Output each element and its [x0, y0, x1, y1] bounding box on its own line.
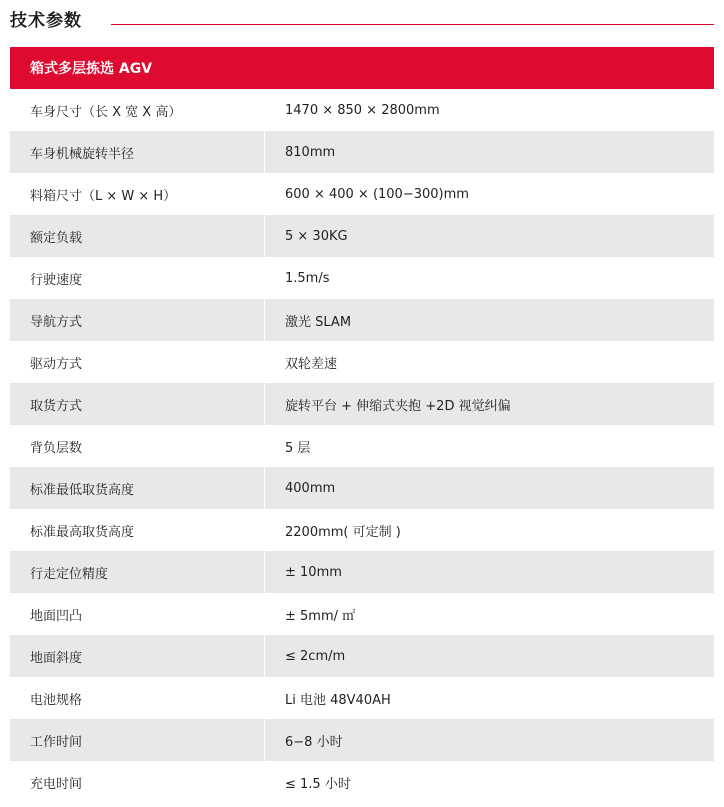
- table-row: [10, 677, 714, 719]
- table-row: [10, 635, 714, 677]
- table-row: [10, 299, 714, 341]
- table-header: [10, 47, 714, 89]
- spec-value: ± 5mm/ ㎡: [285, 608, 356, 624]
- section-heading: [0, 0, 724, 40]
- table-title: 箱式多层拣选 AGV: [30, 61, 153, 77]
- table-row: [10, 425, 714, 467]
- spec-value: 5 层: [285, 440, 311, 456]
- spec-value: Li 电池 48V40AH: [285, 692, 391, 708]
- spec-label: 额定负载: [30, 230, 83, 246]
- spec-label: 工作时间: [30, 734, 83, 750]
- spec-label: 车身尺寸（长 X 宽 X 高）: [30, 104, 182, 120]
- spec-label: 电池规格: [30, 692, 83, 708]
- spec-label: 导航方式: [30, 314, 83, 330]
- table-row: [10, 131, 714, 173]
- table-row: [10, 257, 714, 299]
- spec-value: 2200mm( 可定制 ): [285, 524, 401, 540]
- spec-label: 行走定位精度: [30, 566, 109, 582]
- table-row: [10, 215, 714, 257]
- spec-value: 6−8 小时: [285, 734, 343, 750]
- spec-label: 地面凹凸: [30, 608, 83, 624]
- section-title: 技术参数: [10, 11, 82, 31]
- table-row: [10, 761, 714, 803]
- table-row: [10, 719, 714, 761]
- spec-label: 行驶速度: [30, 272, 83, 288]
- spec-value: 600 × 400 × (100−300)mm: [285, 186, 469, 202]
- table-row: [10, 383, 714, 425]
- spec-value: 1470 × 850 × 2800mm: [285, 102, 440, 118]
- heading-divider: [111, 24, 714, 25]
- spec-value: 400mm: [285, 480, 336, 496]
- table-row: [10, 593, 714, 635]
- spec-value: ≤ 1.5 小时: [285, 776, 351, 792]
- spec-value: 5 × 30KG: [285, 228, 348, 244]
- spec-label: 标准最低取货高度: [30, 482, 135, 498]
- table-row: [10, 551, 714, 593]
- spec-value: 旋转平台 + 伸缩式夹抱 +2D 视觉纠偏: [285, 398, 511, 414]
- spec-label: 车身机械旋转半径: [30, 146, 135, 162]
- table-row: [10, 509, 714, 551]
- spec-label: 充电时间: [30, 776, 83, 792]
- spec-value: 810mm: [285, 144, 336, 160]
- spec-label: 背负层数: [30, 440, 83, 456]
- spec-value: 1.5m/s: [285, 270, 330, 286]
- spec-value: ± 10mm: [285, 564, 342, 580]
- table-row: [10, 89, 714, 131]
- spec-label: 驱动方式: [30, 356, 83, 372]
- spec-value: ≤ 2cm/m: [285, 648, 346, 664]
- table-row: [10, 341, 714, 383]
- spec-label: 标准最高取货高度: [30, 524, 135, 540]
- table-row: [10, 173, 714, 215]
- spec-label: 取货方式: [30, 398, 83, 414]
- table-row: [10, 467, 714, 509]
- spec-value: 激光 SLAM: [285, 314, 352, 330]
- spec-value: 双轮差速: [285, 356, 338, 372]
- table-body: [10, 89, 714, 803]
- spec-label: 料箱尺寸（L × W × H）: [30, 188, 177, 204]
- spec-table: [10, 47, 714, 803]
- spec-label: 地面斜度: [30, 650, 83, 666]
